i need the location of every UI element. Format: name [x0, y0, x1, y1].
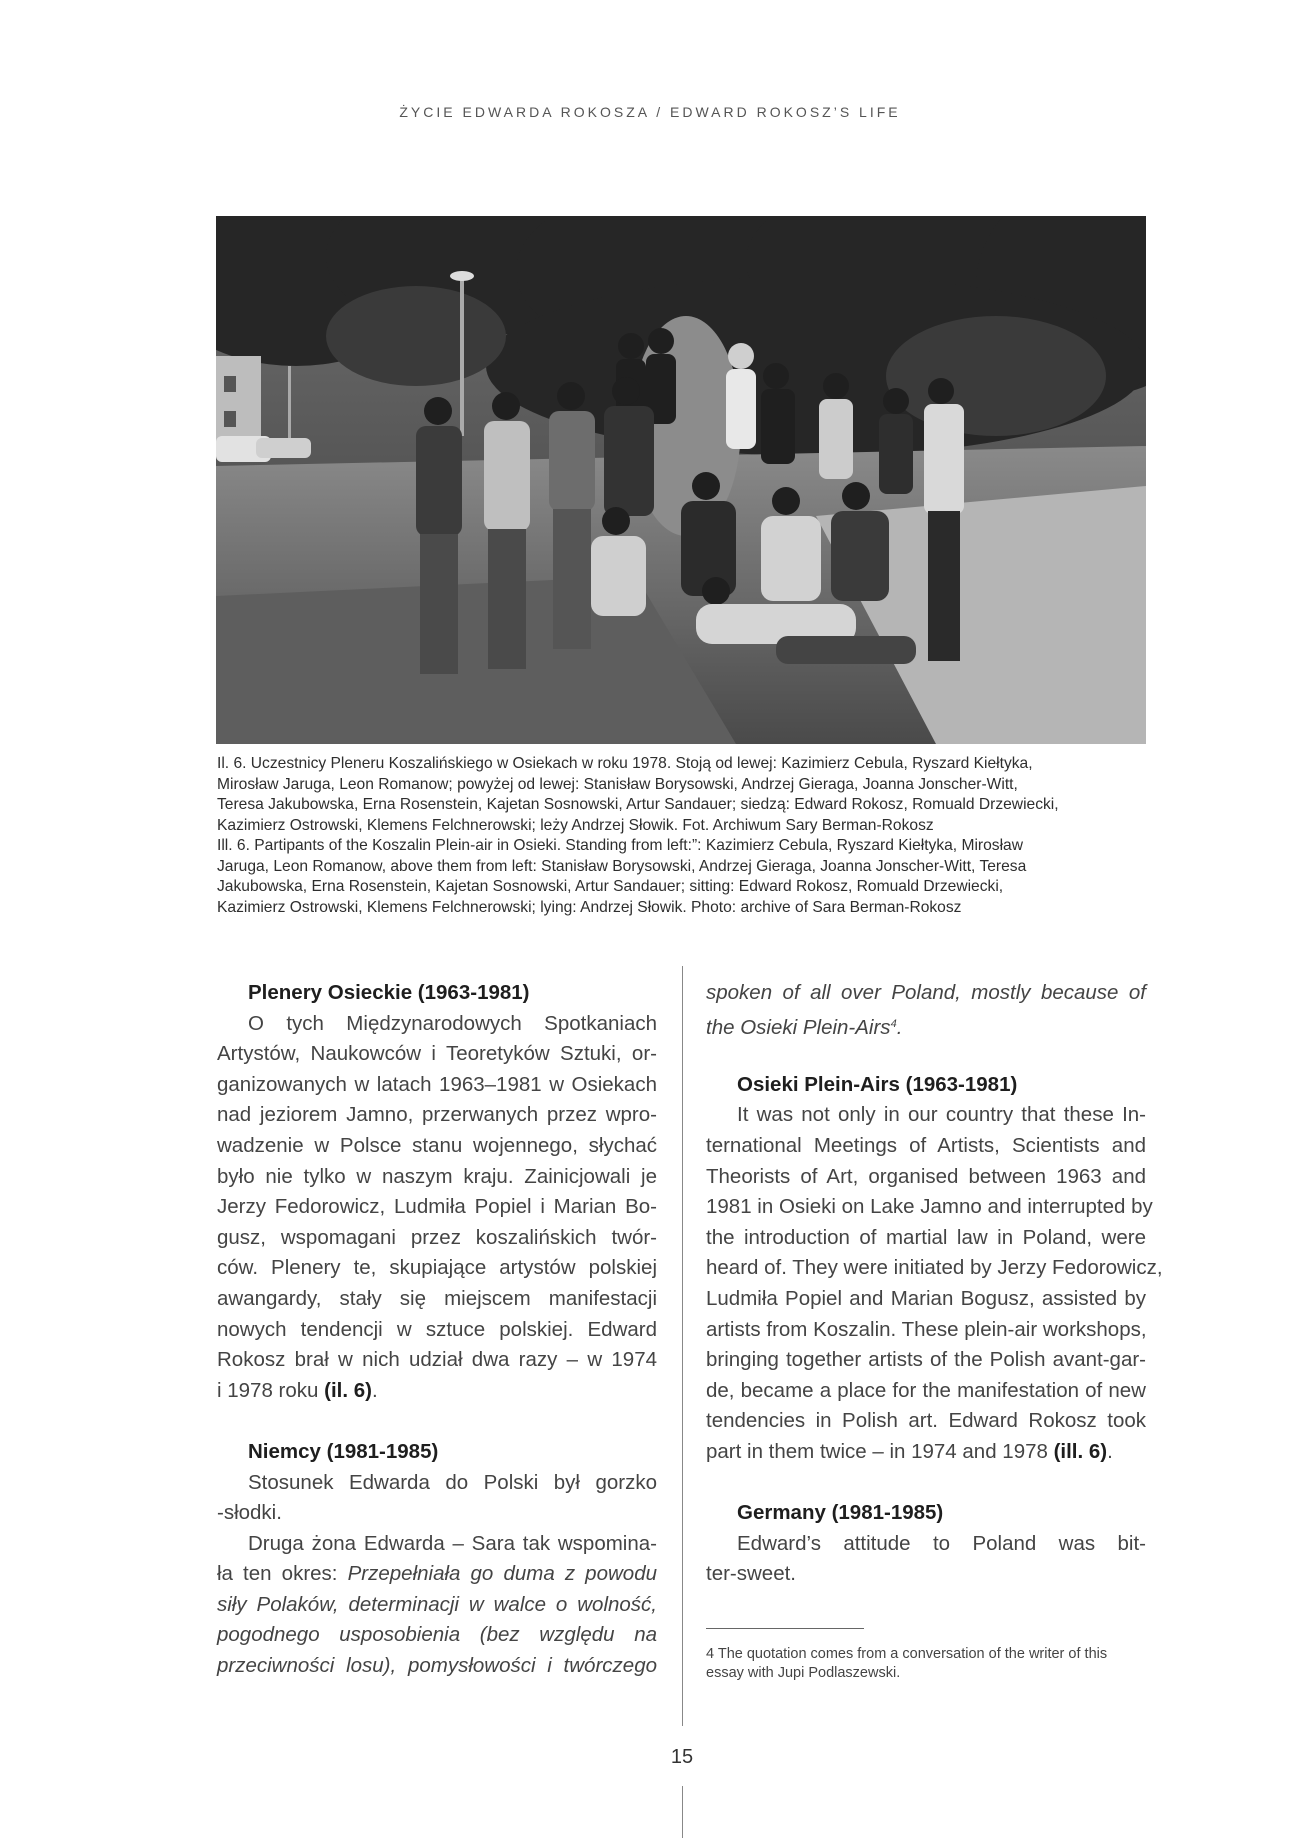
body-text: ła ten okres:: [217, 1562, 348, 1586]
quotation-text: the Osieki Plein-Airs: [706, 1015, 891, 1039]
body-line: Rokosz brał w nich udział dwa razy – w 1974: [217, 1348, 657, 1372]
body-line-last: [217, 1376, 657, 1407]
quotation-text: Przepełniała go duma z powodu: [347, 1562, 657, 1586]
footnote-marker: 4: [890, 1017, 897, 1030]
body-line: nowych tendencji w sztuce polskiej. Edward: [217, 1317, 657, 1341]
body-text: .: [371, 1378, 378, 1402]
quotation-line: spoken of all over Poland, mostly because of: [706, 981, 1146, 1004]
body-line: ców. Plenery te, skupiające artystów polskiej: [217, 1256, 657, 1280]
column-divider-bottom: [682, 1786, 683, 1838]
body-line: O tych Międzynarodowych Spotkaniach: [248, 1011, 657, 1035]
body-line: ternational Meetings of Artists, Scientists and: [706, 1133, 1146, 1157]
body-line: ter-sweet.: [706, 1562, 796, 1586]
caption-line: Jaruga, Leon Romanow, above them from left: Stanisław Borysowski, Andrzej Gieraga, Joanna Jonscher-Witt, Teresa: [217, 857, 1027, 875]
body-line: artists from Koszalin. These plein-air workshops,: [706, 1317, 1147, 1341]
right-column: [706, 978, 1163, 1590]
body-line: awangardy, stały się miejscem manifestacji: [217, 1286, 657, 1310]
caption-line: Teresa Jakubowska, Erna Rosenstein, Kajetan Sosnowski, Artur Sandauer; siedzą: Edward Rokosz, Romuald Drzewiecki,: [217, 796, 1059, 813]
body-line: ganizowanych w latach 1963–1981 w Osiekach: [217, 1072, 657, 1096]
caption-line: Jakubowska, Erna Rosenstein, Kajetan Sosnowski, Artur Sandauer; sitting: Edward Rokosz, Romuald Drzewiecki,: [217, 878, 1004, 895]
group-photo-icon: [216, 216, 1146, 744]
photo-caption: [217, 754, 1157, 918]
body-line: bringing together artists of the Polish avant-gar-: [706, 1348, 1146, 1372]
footnote-rule: [706, 1628, 864, 1629]
group-photo: [216, 216, 1146, 744]
body-line: It was not only in our country that these In-: [737, 1103, 1146, 1127]
body-line: tendencies in Polish art. Edward Rokosz took: [706, 1409, 1146, 1433]
body-line-last: [706, 1437, 1146, 1468]
caption-line: Il. 6. Uczestnicy Pleneru Koszalińskiego w Osiekach w roku 1978. Stoją od lewej: Kazimierz Cebula, Ryszard Kiełtyka,: [217, 755, 1033, 772]
caption-line: Mirosław Jaruga, Leon Romanow; powyżej od lewej: Stanisław Borysowski, Andrzej Gieraga, Joanna Jonscher-Witt,: [217, 775, 1018, 793]
quotation-line: przeciwności losu), pomysłowości i twórczego: [217, 1654, 657, 1678]
body-line: heard of. They were initiated by Jerzy Fedorowicz,: [706, 1256, 1163, 1280]
body-line: Edward’s attitude to Poland was bit-: [737, 1531, 1146, 1555]
body-line: nad jeziorem Jamno, przerwanych przez wpro-: [217, 1103, 657, 1127]
body-line: Artystów, Naukowców i Teoretyków Sztuki, or-: [217, 1042, 657, 1066]
body-line: -słodki.: [217, 1501, 282, 1525]
footnote: 4 The quotation comes from a conversation of the writer of this essay with Jupi Podlaszewski.: [706, 1646, 1108, 1681]
body-line: [217, 1559, 657, 1590]
quotation-line: [706, 1009, 1146, 1040]
body-line: Jerzy Fedorowicz, Ludmiła Popiel i Marian Bo-: [217, 1195, 657, 1219]
body-text: part in them twice – in 1974 and 1978: [706, 1439, 1054, 1463]
left-column: [217, 978, 657, 1682]
body-line: Theorists of Art, organised between 1963 and: [706, 1164, 1146, 1188]
body-text: .: [1107, 1439, 1113, 1463]
body-line: Druga żona Edwarda – Sara tak wspomina-: [248, 1531, 657, 1555]
column-divider: [682, 966, 683, 1726]
illustration-reference: (il. 6): [324, 1378, 372, 1402]
body-line: gusz, wspomagani przez koszalińskich twór-: [217, 1225, 657, 1249]
caption-line: Kazimierz Ostrowski, Klemens Felchnerowski; lying: Andrzej Słowik. Photo: archive of Sara Berman-Rokosz: [217, 898, 962, 916]
body-line: 1981 in Osieki on Lake Jamno and interrupted by: [706, 1195, 1153, 1219]
body-line: wadzenie w Polsce stanu wojennego, słychać: [217, 1133, 657, 1157]
body-text: i 1978 roku: [217, 1378, 325, 1402]
quotation-line: siły Polaków, determinacji w walce o wolność,: [217, 1592, 657, 1616]
section-heading: Niemcy (1981-1985): [248, 1439, 439, 1463]
section-heading: Germany (1981-1985): [737, 1501, 944, 1525]
section-heading: Plenery Osieckie (1963-1981): [248, 981, 530, 1004]
quotation-line: pogodnego usposobienia (bez względu na: [217, 1623, 657, 1647]
running-head: ŻYCIE EDWARDA ROKOSZA / EDWARD ROKOSZ’S LIFE: [399, 104, 901, 120]
body-line: the introduction of martial law in Poland, were: [706, 1225, 1146, 1249]
page-number: 15: [670, 1746, 694, 1768]
illustration-reference: (ill. 6): [1053, 1439, 1108, 1463]
body-line: Ludmiła Popiel and Marian Bogusz, assisted by: [706, 1286, 1146, 1310]
body-line: de, became a place for the manifestation of new: [706, 1378, 1146, 1402]
caption-line: Ill. 6. Partipants of the Koszalin Plein-air in Osieki. Standing from left:”: Kazimierz Cebula, Ryszard Kiełtyka, Mirosław: [217, 837, 1023, 854]
caption-line: Kazimierz Ostrowski, Klemens Felchnerowski; leży Andrzej Słowik. Fot. Archiwum Sary Berman-Rokosz: [217, 816, 934, 834]
section-heading: Osieki Plein-Airs (1963-1981): [737, 1072, 1018, 1096]
body-line: było nie tylko w naszym kraju. Zainicjowali je: [217, 1164, 657, 1188]
body-line: Stosunek Edwarda do Polski był gorzko: [248, 1470, 657, 1494]
quotation-text: .: [896, 1015, 903, 1039]
